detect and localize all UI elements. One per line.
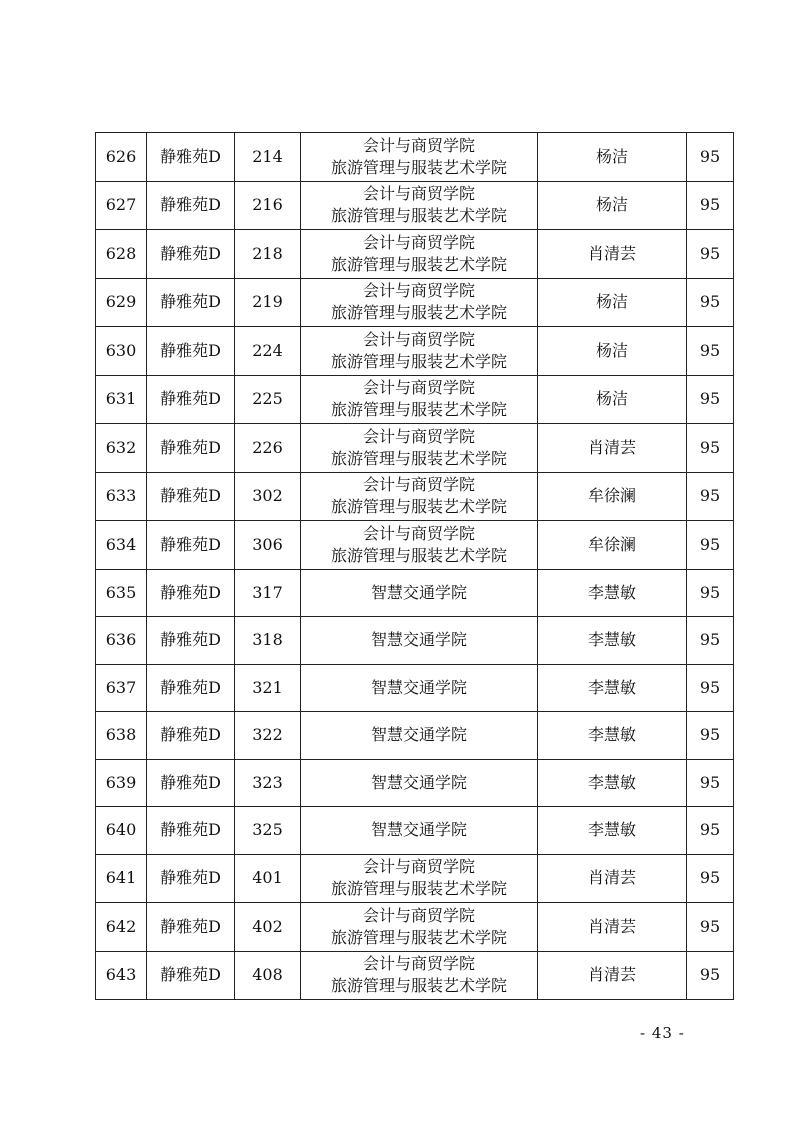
cell-room: 402 (235, 903, 301, 952)
cell-score: 95 (687, 903, 734, 952)
college-name: 会计与商贸学院 (362, 954, 475, 974)
cell-room: 218 (235, 230, 301, 279)
college-name: 旅游管理与服装艺术学院 (330, 497, 507, 517)
cell-number: 639 (96, 759, 147, 807)
cell-manager: 肖清芸 (538, 424, 687, 473)
college-name: 智慧交通学院 (370, 582, 467, 602)
cell-number: 632 (96, 424, 147, 473)
cell-building: 静雅苑D (147, 759, 235, 807)
cell-college (301, 375, 538, 424)
cell-building: 静雅苑D (147, 133, 235, 182)
cell-number: 629 (96, 278, 147, 327)
cell-score: 95 (687, 521, 734, 570)
college-name: 旅游管理与服装艺术学院 (330, 879, 507, 899)
cell-number: 638 (96, 712, 147, 760)
cell-manager: 肖清芸 (538, 230, 687, 279)
cell-number: 630 (96, 327, 147, 376)
college-name: 会计与商贸学院 (362, 857, 475, 877)
cell-room: 306 (235, 521, 301, 570)
dormitory-score-table (95, 132, 734, 1000)
cell-building: 静雅苑D (147, 521, 235, 570)
cell-number: 640 (96, 807, 147, 855)
cell-room: 322 (235, 712, 301, 760)
cell-room: 325 (235, 807, 301, 855)
cell-building: 静雅苑D (147, 327, 235, 376)
cell-building: 静雅苑D (147, 472, 235, 521)
college-name: 旅游管理与服装艺术学院 (330, 400, 507, 420)
cell-building: 静雅苑D (147, 181, 235, 230)
cell-room: 225 (235, 375, 301, 424)
cell-manager: 肖清芸 (538, 854, 687, 903)
college-name: 会计与商贸学院 (362, 232, 475, 252)
cell-building: 静雅苑D (147, 278, 235, 327)
cell-room: 317 (235, 569, 301, 617)
cell-score: 95 (687, 712, 734, 760)
cell-score: 95 (687, 854, 734, 903)
college-name: 智慧交通学院 (370, 725, 467, 745)
cell-building: 静雅苑D (147, 424, 235, 473)
cell-college (301, 181, 538, 230)
cell-college (301, 230, 538, 279)
cell-college (301, 569, 538, 617)
college-name: 智慧交通学院 (370, 677, 467, 697)
cell-score: 95 (687, 569, 734, 617)
cell-number: 633 (96, 472, 147, 521)
cell-building: 静雅苑D (147, 903, 235, 952)
cell-score: 95 (687, 375, 734, 424)
cell-room: 408 (235, 951, 301, 1000)
college-name: 智慧交通学院 (370, 630, 467, 650)
cell-building: 静雅苑D (147, 569, 235, 617)
table-row (96, 951, 734, 1000)
cell-building: 静雅苑D (147, 664, 235, 712)
cell-score: 95 (687, 278, 734, 327)
cell-number: 634 (96, 521, 147, 570)
cell-number: 642 (96, 903, 147, 952)
cell-building: 静雅苑D (147, 617, 235, 665)
cell-room: 224 (235, 327, 301, 376)
cell-manager: 李慧敏 (538, 759, 687, 807)
college-name: 旅游管理与服装艺术学院 (330, 545, 507, 565)
cell-room: 214 (235, 133, 301, 182)
college-name: 旅游管理与服装艺术学院 (330, 351, 507, 371)
cell-score: 95 (687, 424, 734, 473)
cell-college (301, 664, 538, 712)
cell-score: 95 (687, 759, 734, 807)
table-row (96, 133, 734, 182)
cell-manager: 肖清芸 (538, 903, 687, 952)
cell-manager: 杨洁 (538, 181, 687, 230)
college-name: 会计与商贸学院 (362, 378, 475, 398)
cell-number: 635 (96, 569, 147, 617)
cell-number: 637 (96, 664, 147, 712)
college-name: 会计与商贸学院 (362, 281, 475, 301)
table-row (96, 712, 734, 760)
table-row (96, 521, 734, 570)
college-name: 会计与商贸学院 (362, 426, 475, 446)
cell-manager: 李慧敏 (538, 712, 687, 760)
cell-college (301, 472, 538, 521)
cell-score: 95 (687, 807, 734, 855)
cell-manager: 李慧敏 (538, 807, 687, 855)
table-row (96, 807, 734, 855)
college-name: 旅游管理与服装艺术学院 (330, 448, 507, 468)
cell-manager: 李慧敏 (538, 664, 687, 712)
college-name: 智慧交通学院 (370, 820, 467, 840)
cell-college (301, 903, 538, 952)
cell-number: 626 (96, 133, 147, 182)
cell-college (301, 854, 538, 903)
cell-number: 627 (96, 181, 147, 230)
college-name: 会计与商贸学院 (362, 329, 475, 349)
cell-room: 323 (235, 759, 301, 807)
cell-manager: 杨洁 (538, 375, 687, 424)
cell-room: 219 (235, 278, 301, 327)
cell-score: 95 (687, 617, 734, 665)
cell-building: 静雅苑D (147, 951, 235, 1000)
cell-college (301, 951, 538, 1000)
cell-score: 95 (687, 472, 734, 521)
cell-score: 95 (687, 230, 734, 279)
college-name: 会计与商贸学院 (362, 523, 475, 543)
cell-building: 静雅苑D (147, 807, 235, 855)
cell-college (301, 278, 538, 327)
table-row (96, 759, 734, 807)
cell-score: 95 (687, 951, 734, 1000)
cell-manager: 杨洁 (538, 327, 687, 376)
cell-manager: 杨洁 (538, 133, 687, 182)
table-row (96, 181, 734, 230)
cell-building: 静雅苑D (147, 230, 235, 279)
college-name: 旅游管理与服装艺术学院 (330, 206, 507, 226)
table-row (96, 424, 734, 473)
cell-room: 401 (235, 854, 301, 903)
table-row (96, 327, 734, 376)
cell-number: 641 (96, 854, 147, 903)
college-name: 旅游管理与服装艺术学院 (330, 976, 507, 996)
cell-manager: 牟徐澜 (538, 521, 687, 570)
cell-room: 321 (235, 664, 301, 712)
cell-score: 95 (687, 664, 734, 712)
college-name: 旅游管理与服装艺术学院 (330, 157, 507, 177)
cell-building: 静雅苑D (147, 712, 235, 760)
cell-score: 95 (687, 327, 734, 376)
cell-college (301, 617, 538, 665)
college-name: 旅游管理与服装艺术学院 (330, 254, 507, 274)
cell-college (301, 712, 538, 760)
cell-college (301, 133, 538, 182)
college-name: 旅游管理与服装艺术学院 (330, 303, 507, 323)
cell-college (301, 521, 538, 570)
college-name: 会计与商贸学院 (362, 905, 475, 925)
table-row (96, 230, 734, 279)
cell-college (301, 807, 538, 855)
cell-room: 302 (235, 472, 301, 521)
college-name: 旅游管理与服装艺术学院 (330, 927, 507, 947)
table-row (96, 278, 734, 327)
table-row (96, 375, 734, 424)
cell-manager: 李慧敏 (538, 617, 687, 665)
table-row (96, 472, 734, 521)
cell-manager: 牟徐澜 (538, 472, 687, 521)
table-row (96, 569, 734, 617)
college-name: 会计与商贸学院 (362, 475, 475, 495)
cell-room: 226 (235, 424, 301, 473)
cell-score: 95 (687, 133, 734, 182)
cell-manager: 李慧敏 (538, 569, 687, 617)
table-row (96, 903, 734, 952)
cell-building: 静雅苑D (147, 854, 235, 903)
table-row (96, 854, 734, 903)
table-row (96, 617, 734, 665)
college-name: 智慧交通学院 (370, 772, 467, 792)
cell-college (301, 424, 538, 473)
page-number: - 43 - (640, 1024, 685, 1042)
cell-building: 静雅苑D (147, 375, 235, 424)
cell-college (301, 327, 538, 376)
cell-score: 95 (687, 181, 734, 230)
cell-number: 643 (96, 951, 147, 1000)
college-name: 会计与商贸学院 (362, 135, 475, 155)
college-name: 会计与商贸学院 (362, 184, 475, 204)
table-row (96, 664, 734, 712)
cell-number: 631 (96, 375, 147, 424)
cell-number: 628 (96, 230, 147, 279)
cell-manager: 杨洁 (538, 278, 687, 327)
cell-room: 318 (235, 617, 301, 665)
cell-room: 216 (235, 181, 301, 230)
table-body (96, 133, 734, 1000)
cell-college (301, 759, 538, 807)
cell-number: 636 (96, 617, 147, 665)
cell-manager: 肖清芸 (538, 951, 687, 1000)
